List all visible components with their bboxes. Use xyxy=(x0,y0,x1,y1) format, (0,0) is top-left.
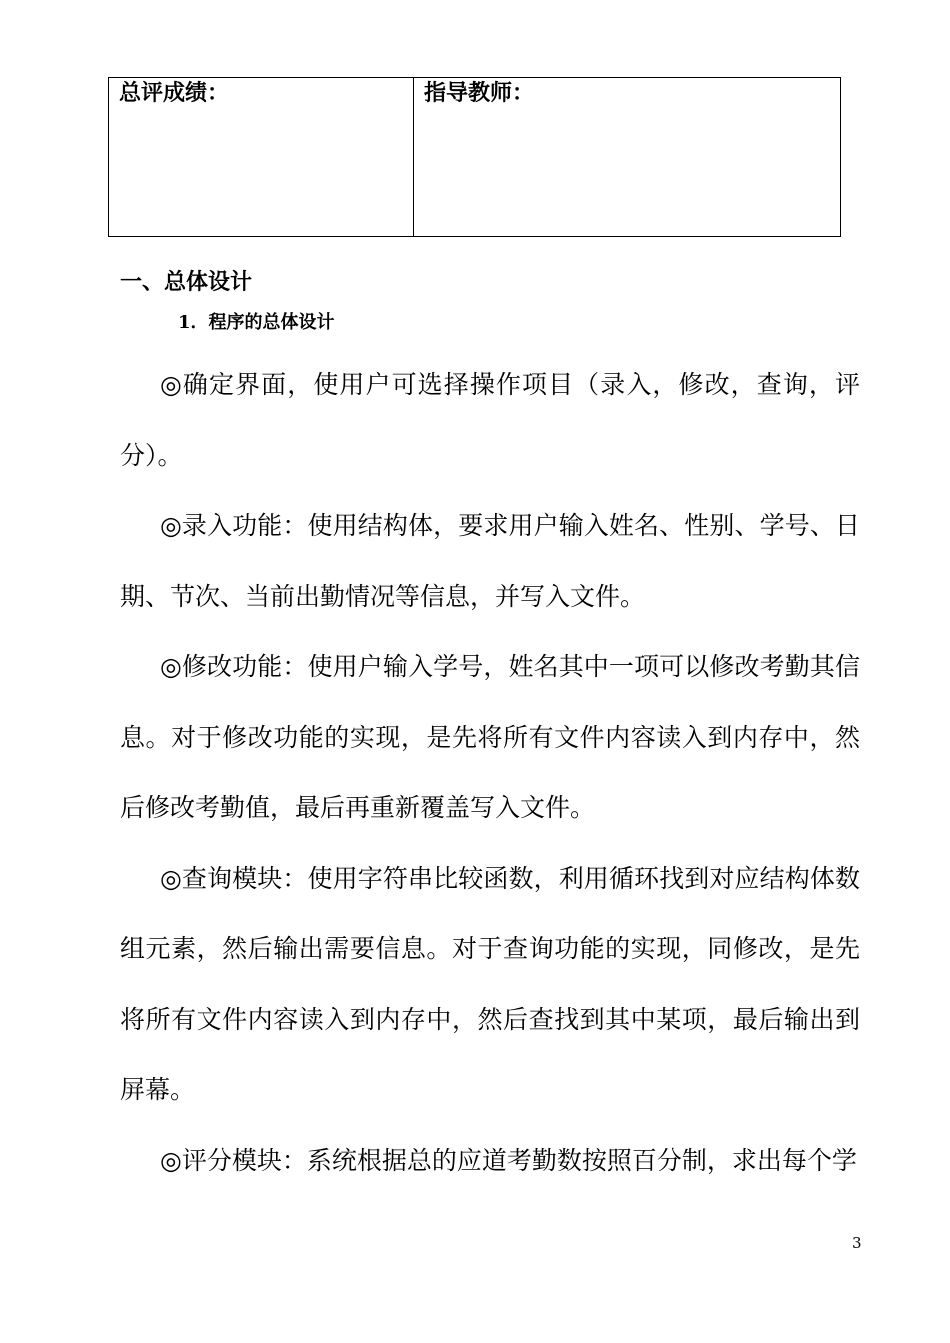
instructor-label: 指导教师： xyxy=(424,81,535,106)
paragraph-modify-function: ◎修改功能：使用户输入学号，姓名其中一项可以修改考勤其信息。对于修改功能的实现，是先将所有文件内容读入到内存中，然后修改考勤值，最后再重新覆盖写入文件。 xyxy=(120,652,860,822)
body-text xyxy=(120,350,860,1196)
total-grade-label: 总评成绩： xyxy=(119,81,230,106)
grade-table-row xyxy=(109,78,841,237)
paragraph-scoring-module: ◎评分模块：系统根据总的应道考勤数按照百分制，求出每个学 xyxy=(160,1145,857,1175)
subsection-heading: 1．程序的总体设计 xyxy=(178,312,335,333)
section-heading: 一、总体设计 xyxy=(120,269,253,295)
paragraph-input-function: ◎录入功能：使用结构体，要求用户输入姓名、性别、学号、日期、节次、当前出勤情况等信息，并写入文件。 xyxy=(120,511,860,611)
paragraph-query-module: ◎查询模块：使用字符串比较函数，利用循环找到对应结构体数组元素，然后输出需要信息。对于查询功能的实现，同修改，是先将所有文件内容读入到内存中，然后查找到其中某项，最后输出到屏幕。 xyxy=(120,863,860,1104)
instructor-cell xyxy=(414,78,841,237)
page-number: 3 xyxy=(852,1234,862,1252)
total-grade-cell xyxy=(109,78,414,237)
grade-table xyxy=(108,77,841,237)
paragraph-interface: ◎确定界面，使用户可选择操作项目（录入，修改，查询，评分）。 xyxy=(120,370,860,470)
